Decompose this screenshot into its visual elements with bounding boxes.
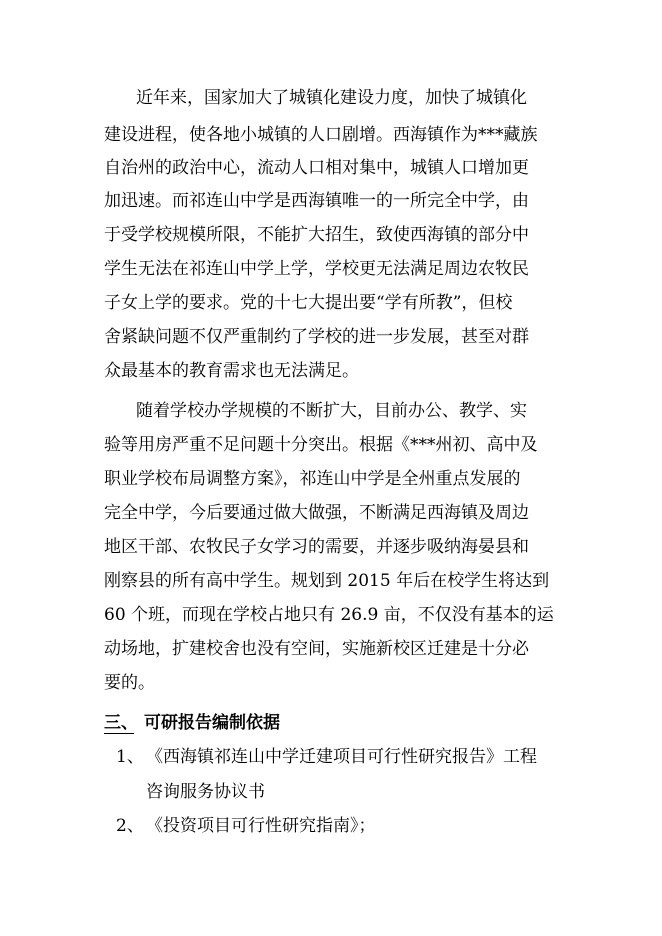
list-item-2-number: 2、	[116, 816, 144, 836]
paragraph1-line-7: 子女上学的要求。党的十七大提出要“学有所教”，但校	[104, 293, 513, 313]
list-item-2-line-1: 《投资项目可行性研究指南》；	[146, 816, 376, 836]
paragraph2-line-2: 验等用房严重不足问题十分突出。根据《***州初、高中及	[104, 435, 538, 455]
paragraph2-line-1: 随着学校办学规模的不断扩大，目前办公、教学、实	[136, 401, 527, 421]
paragraph1-line-6: 学生无法在祁连山中学上学，学校更无法满足周边农牧民	[104, 259, 529, 279]
paragraph1-line-5: 于受学校规模所限，不能扩大招生，致使西海镇的部分中	[104, 225, 529, 245]
paragraph2-line-3: 职业学校布局调整方案》，祁连山中学是全州重点发展的	[104, 469, 521, 489]
paragraph2-line-6: 刚察县的所有高中学生。规划到 2015 年后在校学生将达到	[104, 571, 550, 591]
section-number: 三、	[104, 713, 138, 733]
section-title: 可研报告编制依据	[144, 713, 280, 733]
list-item-1-line-2: 咨询服务协议书	[146, 782, 265, 802]
section-heading	[104, 712, 280, 734]
paragraph2-line-9: 要的。	[104, 673, 155, 693]
paragraph2-line-4: 完全中学，今后要通过做大做强，不断满足西海镇及周边	[104, 503, 529, 523]
list-item-1-line-1: 《西海镇祁连山中学迁建项目可行性研究报告》工程	[146, 747, 537, 767]
paragraph1-line-2: 建设进程，使各地小城镇的人口剧增。西海镇作为***藏族	[104, 125, 538, 145]
paragraph1-line-1: 近年来，国家加大了城镇化建设力度，加快了城镇化	[136, 88, 527, 108]
paragraph1-line-4: 加迅速。而祁连山中学是西海镇唯一的一所完全中学，由	[104, 191, 529, 211]
paragraph1-line-9: 众最基本的教育需求也无法满足。	[104, 361, 359, 381]
paragraph2-line-8: 动场地，扩建校舍也没有空间，实施新校区迁建是十分必	[104, 639, 529, 659]
paragraph2-line-5: 地区干部、农牧民子女学习的需要，并逐步吸纳海晏县和	[104, 537, 529, 557]
list-item-1-number: 1、	[116, 747, 144, 767]
paragraph1-line-8: 舍紧缺问题不仅严重制约了学校的进一步发展，甚至对群	[104, 327, 529, 347]
paragraph1-line-3: 自治州的政治中心，流动人口相对集中，城镇人口增加更	[104, 158, 529, 178]
paragraph2-line-7: 60 个班，而现在学校占地只有 26.9 亩，不仅没有基本的运	[104, 605, 554, 625]
